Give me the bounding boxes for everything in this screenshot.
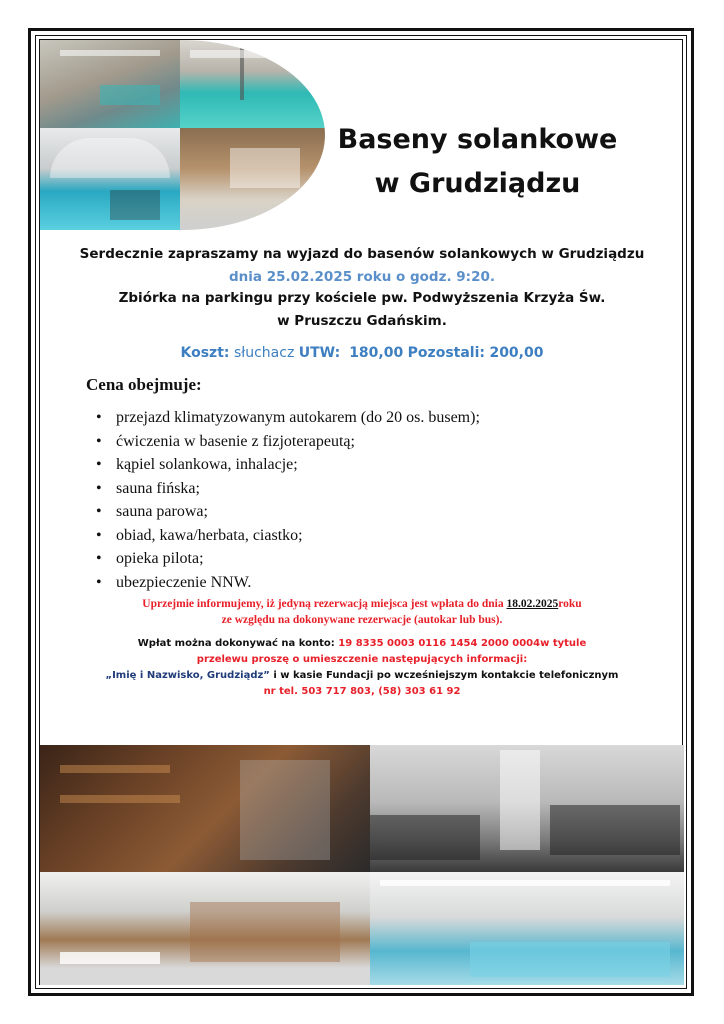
includes-list (96, 406, 480, 594)
photo-glass-dome-pool (40, 128, 180, 230)
cost-utw-label: UTW: (298, 345, 341, 361)
photo-relaxation-area (40, 872, 370, 985)
photo-indoor-pool (370, 872, 684, 985)
intro-meeting-place: Zbiórka na parkingu przy kościele pw. Podwyższenia Krzyża Św. (118, 290, 606, 306)
cost-label: Koszt: (180, 345, 230, 361)
list-item: • sauna fińska; (96, 477, 480, 501)
pool-photo-collage (40, 40, 325, 230)
title-line-2: w Grudziądzu (374, 168, 581, 199)
intro-invitation: Serdecznie zapraszamy na wyjazd do basenów solankowych w Grudziądzu (79, 246, 645, 262)
photo-steam-room (370, 745, 684, 872)
payment-intro: Wpłat można dokonywać na konto: (137, 638, 339, 649)
photo-indoor-pool-hall (40, 40, 180, 128)
photo-finnish-sauna (40, 745, 370, 872)
payment-cash-info: i w kasie Fundacji po wcześniejszym kontakcie telefonicznym (269, 670, 619, 681)
list-item: • ćwiczenia w basenie z fizjoterapeutą; (96, 430, 480, 454)
payment-line-2: przelewu proszę o umieszczenie następujących informacji: (196, 654, 528, 665)
intro-date-time: dnia 25.02.2025 roku o godz. 9:20. (228, 269, 495, 285)
notice-text-1: Uprzejmie informujemy, iż jedyną rezerwacją miejsca jest wpłata do dnia (142, 598, 507, 610)
list-item: • opieka pilota; (96, 547, 480, 571)
phone-numbers: nr tel. 503 717 803, (58) 303 61 92 (263, 686, 461, 697)
photo-spa-room (180, 128, 325, 230)
cost-others-value: 200,00 (489, 345, 544, 361)
title-line-1: Baseny solankowe (337, 124, 618, 155)
list-item: • sauna parowa; (96, 500, 480, 524)
intro-town: w Pruszczu Gdańskim. (277, 313, 447, 329)
transfer-title-format: „Imię i Nazwisko, Grudziądz” (105, 670, 270, 681)
reservation-notice (60, 596, 664, 628)
cost-others-label: Pozostali: (407, 345, 485, 361)
bank-account-number: 19 8335 0003 0116 1454 2000 0004 (338, 638, 541, 649)
list-item: • obiad, kawa/herbata, ciastko; (96, 524, 480, 548)
photo-pool-with-fountain (180, 40, 325, 128)
cost-line (50, 345, 674, 361)
list-item: • ubezpieczenie NNW. (96, 571, 480, 595)
list-item: • kąpiel solankowa, inhalacje; (96, 453, 480, 477)
list-item: • przejazd klimatyzowanym autokarem (do 20 os. busem); (96, 406, 480, 430)
notice-deadline-date: 18.02.2025 (506, 598, 559, 610)
payment-line-1 (60, 636, 664, 652)
page-title (330, 118, 625, 206)
notice-line-2: ze względu na dokonywane rezerwacje (autokar lub bus). (221, 614, 503, 626)
spa-photo-collage (40, 745, 684, 985)
cost-student-label: słuchacz (233, 345, 295, 361)
includes-heading: Cena obejmuje: (86, 375, 202, 394)
cost-utw-value: 180,00 (349, 345, 404, 361)
payment-intro-tail: w tytule (540, 638, 587, 649)
notice-text-2: roku (558, 598, 582, 610)
payment-line-3 (60, 668, 664, 684)
